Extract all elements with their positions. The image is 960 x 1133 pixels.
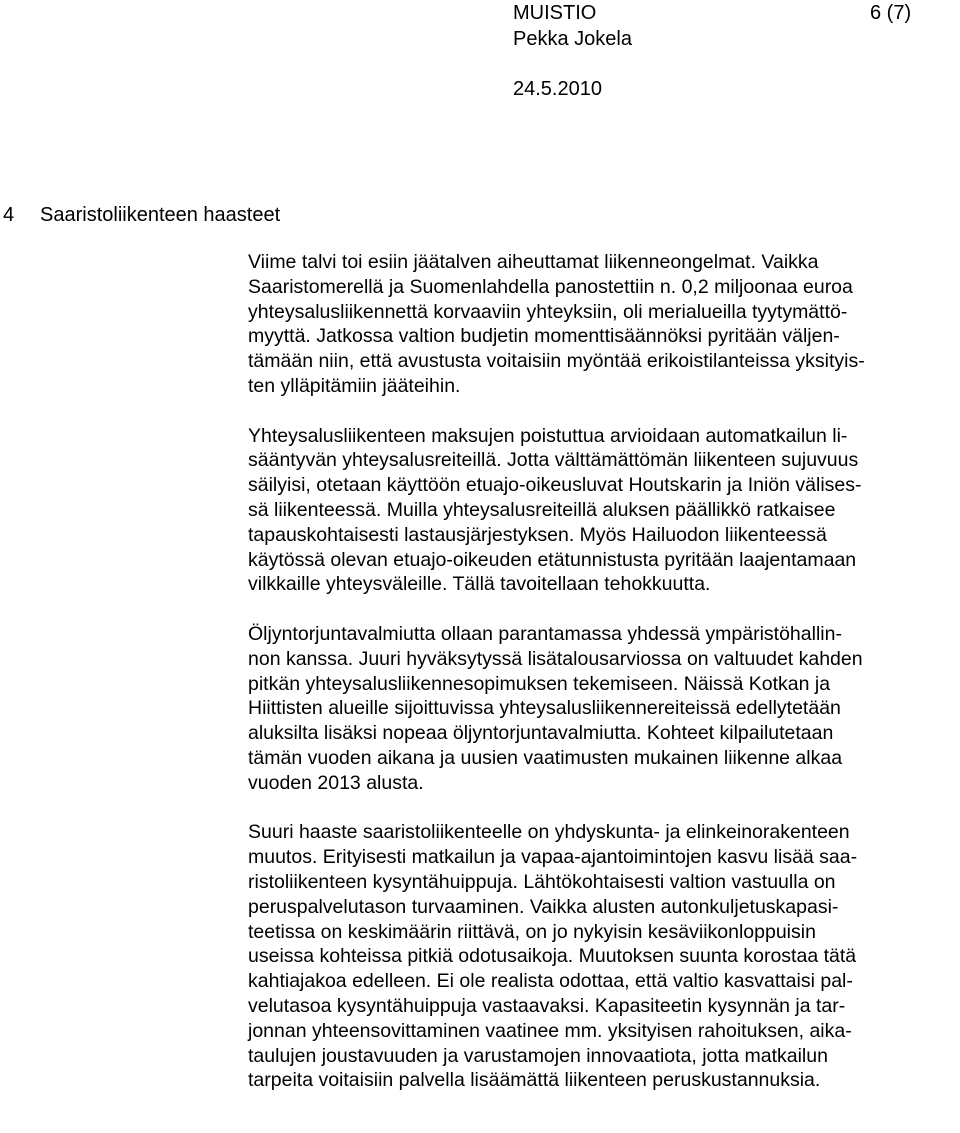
section-title: Saaristoliikenteen haasteet: [40, 204, 281, 226]
paragraph: [248, 250, 956, 399]
text-line: Viime talvi toi esiin jäätalven aiheuttamat liikenneongelmat. Vaikka: [248, 251, 819, 273]
section-body: [248, 250, 956, 1118]
text-line: ten ylläpitämiin jääteihin.: [248, 374, 461, 397]
document-type: MUISTIO: [513, 2, 597, 24]
text-line: säilyisi, otetaan käyttöön etuajo-oikeusluvat Houtskarin ja Iniön välises-: [248, 474, 862, 497]
text-line: vilkkaille yhteysväleille. Tällä tavoitellaan tehokkuutta.: [248, 573, 711, 596]
text-line: taulujen joustavuuden ja varustamojen innovaatiota, jotta matkailun: [248, 1044, 828, 1067]
author-name: Pekka Jokela: [513, 28, 632, 50]
text-line: Hiittisten alueille sijoittuvissa yhteysalusliikennereiteissä edellytetään: [248, 697, 841, 720]
text-line: tarpeita voitaisiin palvella lisäämättä liikenteen peruskustannuksia.: [248, 1069, 821, 1092]
text-line: Yhteysalusliikenteen maksujen poistuttua arvioidaan automatkailun li-: [248, 424, 848, 447]
text-line: teetissa on keskimäärin riittävä, on jo nykyisin kesäviikonloppuisin: [248, 920, 816, 943]
text-line: useissa kohteissa pitkiä odotusaikoja. Muutoksen suunta korostaa tätä: [248, 945, 857, 968]
document-date: 24.5.2010: [513, 78, 602, 100]
text-line: peruspalvelutason turvaaminen. Vaikka alusten autonkuljetuskapasi-: [248, 895, 839, 918]
paragraph: [248, 820, 956, 1093]
text-line: sääntyvän yhteysalusreiteillä. Jotta välttämättömän liikenteen sujuvuus: [248, 449, 859, 472]
paragraph: [248, 622, 956, 796]
text-line: käytössä olevan etuajo-oikeuden etätunnistusta pyritään laajentamaan: [248, 548, 857, 571]
text-line: ristoliikenteen kysyntähuippuja. Lähtökohtaisesti valtion vastuulla on: [248, 870, 836, 893]
text-line: tämään niin, että avustusta voitaisiin myöntää erikoistilanteissa yksityis-: [248, 350, 865, 373]
text-line: myyttä. Jatkossa valtion budjetin momenttisäännöksi pyritään väljen-: [248, 325, 840, 348]
text-line: jonnan yhteensovittaminen vaatinee mm. yksityisen rahoituksen, aika-: [248, 1019, 852, 1042]
text-line: Saaristomerellä ja Suomenlahdella panostettiin n. 0,2 miljoonaa euroa: [248, 275, 853, 298]
text-line: sä liikenteessä. Muilla yhteysalusreiteillä aluksen päällikkö ratkaisee: [248, 498, 836, 521]
page-number: 6 (7): [870, 2, 912, 24]
text-line: aluksilta lisäksi nopeaa öljyntorjuntavalmiutta. Kohteet kilpailutetaan: [248, 722, 834, 745]
text-line: tämän vuoden aikana ja uusien vaatimusten mukainen liikenne alkaa: [248, 746, 843, 769]
text-line: non kanssa. Juuri hyväksytyssä lisätalousarviossa on valtuudet kahden: [248, 647, 863, 670]
section-number: 4: [3, 204, 15, 226]
text-line: muutos. Erityisesti matkailun ja vapaa-ajantoimintojen kasvu lisää saa-: [248, 846, 858, 869]
text-line: yhteysalusliikennettä korvaaviin yhteyksiin, oli merialueilla tyytymättö-: [248, 300, 848, 323]
text-line: Suuri haaste saaristoliikenteelle on yhdyskunta- ja elinkeinorakenteen: [248, 821, 850, 844]
text-line: vuoden 2013 alusta.: [248, 771, 424, 794]
text-line: Öljyntorjuntavalmiutta ollaan parantamassa yhdessä ympäristöhallin-: [248, 622, 842, 645]
text-line: kahtiajakoa edelleen. Ei ole realista odottaa, että valtio kasvattaisi pal-: [248, 970, 853, 993]
text-line: pitkän yhteysalusliikennesopimuksen tekemiseen. Näissä Kotkan ja: [248, 672, 831, 695]
text-line: velutasoa kysyntähuippuja vastaavaksi. Kapasiteetin kysynnän ja tar-: [248, 994, 846, 1017]
text-line: tapauskohtaisesti lastausjärjestyksen. Myös Hailuodon liikenteessä: [248, 523, 827, 546]
paragraph: [248, 424, 956, 598]
